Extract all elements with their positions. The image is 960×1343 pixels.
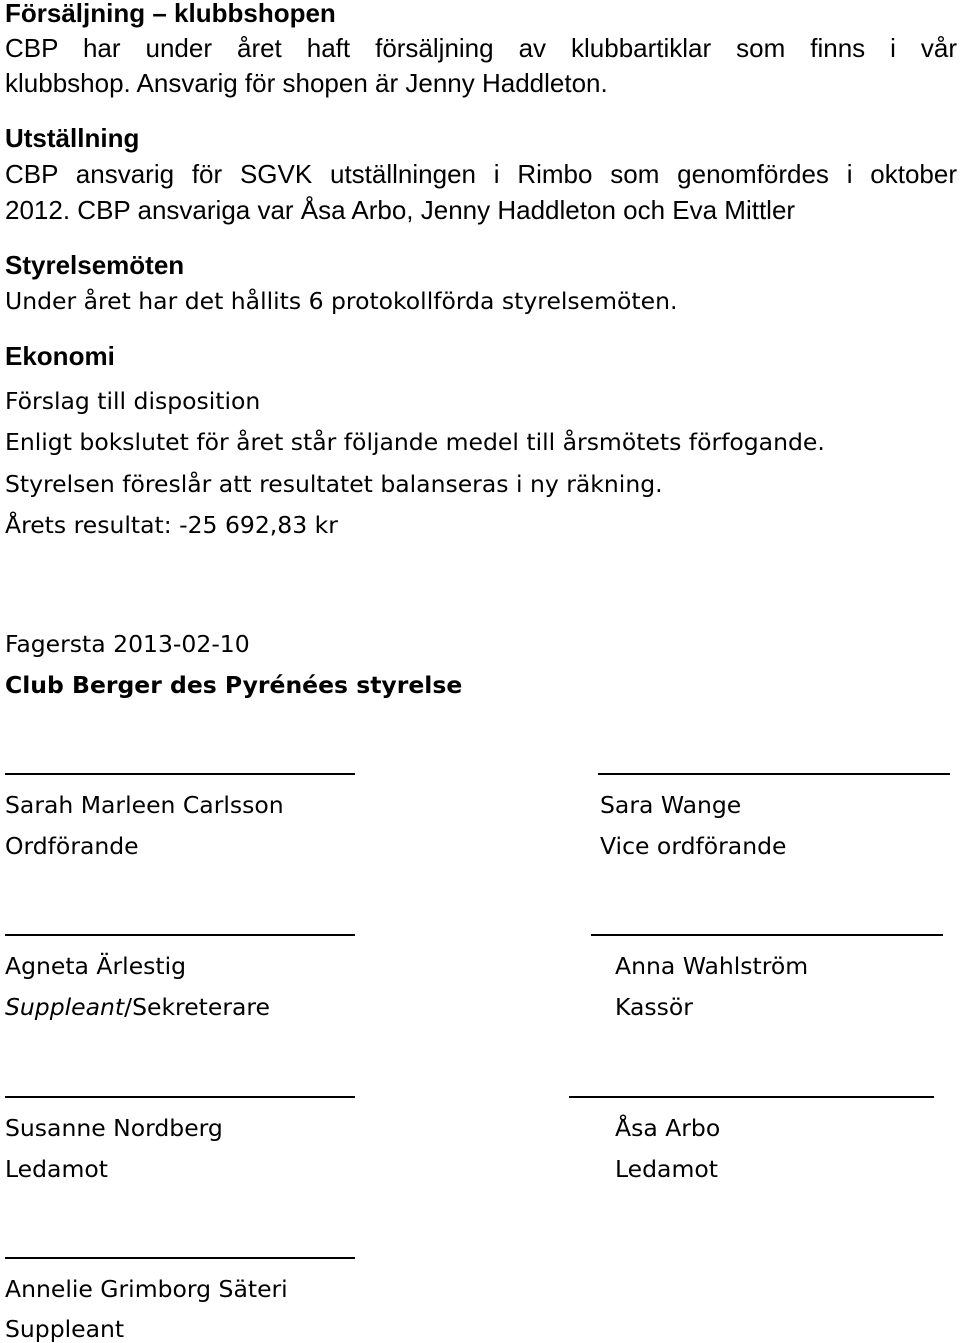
board-name: Club Berger des Pyrénées styrelse — [5, 671, 463, 699]
economy-result: Årets resultat: -25 692,83 kr — [5, 511, 338, 539]
role-italic-part: Suppleant — [5, 993, 125, 1021]
section-heading-meetings: Styrelsemöten — [5, 250, 185, 280]
signature-line — [569, 1096, 934, 1098]
signature-line — [591, 934, 943, 936]
signatory-role: Vice ordförande — [600, 832, 787, 860]
role-rest-part: /Sekreterare — [124, 993, 270, 1021]
signatory-name: Åsa Arbo — [615, 1114, 721, 1142]
signatory-role: Kassör — [615, 993, 693, 1021]
signatory-name: Sara Wange — [600, 791, 742, 819]
section-heading-exhibition: Utställning — [5, 123, 140, 153]
section-heading-economy: Ekonomi — [5, 341, 115, 371]
economy-text-line-2: Styrelsen föreslår att resultatet balanseras i ny räkning. — [5, 470, 663, 498]
signatory-name: Annelie Grimborg Säteri — [5, 1275, 288, 1303]
signatory-role: Ledamot — [5, 1155, 108, 1183]
economy-text-line-1: Enligt bokslutet för året står följande medel till årsmötets förfogande. — [5, 428, 825, 456]
signatory-role: Suppleant — [5, 1315, 125, 1343]
exhibition-text-line-1: CBP ansvarig för SGVK utställningen i Rimbo som genomfördes i oktober — [5, 159, 957, 189]
shop-text-line-2: klubbshop. Ansvarig för shopen är Jenny Haddleton. — [5, 68, 608, 98]
signature-line — [5, 1096, 355, 1098]
meetings-text: Under året har det hållits 6 protokollförda styrelsemöten. — [5, 287, 678, 315]
signature-line — [5, 1257, 355, 1259]
section-heading-shop: Försäljning – klubbshopen — [5, 0, 336, 28]
signatory-role — [5, 993, 270, 1021]
signatory-name: Susanne Nordberg — [5, 1114, 223, 1142]
signatory-name: Sarah Marleen Carlsson — [5, 791, 284, 819]
signature-line — [598, 773, 950, 775]
signatory-name: Agneta Ärlestig — [5, 952, 187, 980]
signatory-role: Ordförande — [5, 832, 139, 860]
signatory-role: Ledamot — [615, 1155, 718, 1183]
shop-text-line-1: CBP har under året haft försäljning av klubbartiklar som finns i vår — [5, 33, 957, 63]
exhibition-text-line-2: 2012. CBP ansvariga var Åsa Arbo, Jenny Haddleton och Eva Mittler — [5, 195, 796, 225]
place-date: Fagersta 2013-02-10 — [5, 630, 250, 658]
signatory-name: Anna Wahlström — [615, 952, 809, 980]
signature-line — [5, 934, 355, 936]
signature-line — [5, 773, 355, 775]
economy-subheading: Förslag till disposition — [5, 387, 261, 415]
